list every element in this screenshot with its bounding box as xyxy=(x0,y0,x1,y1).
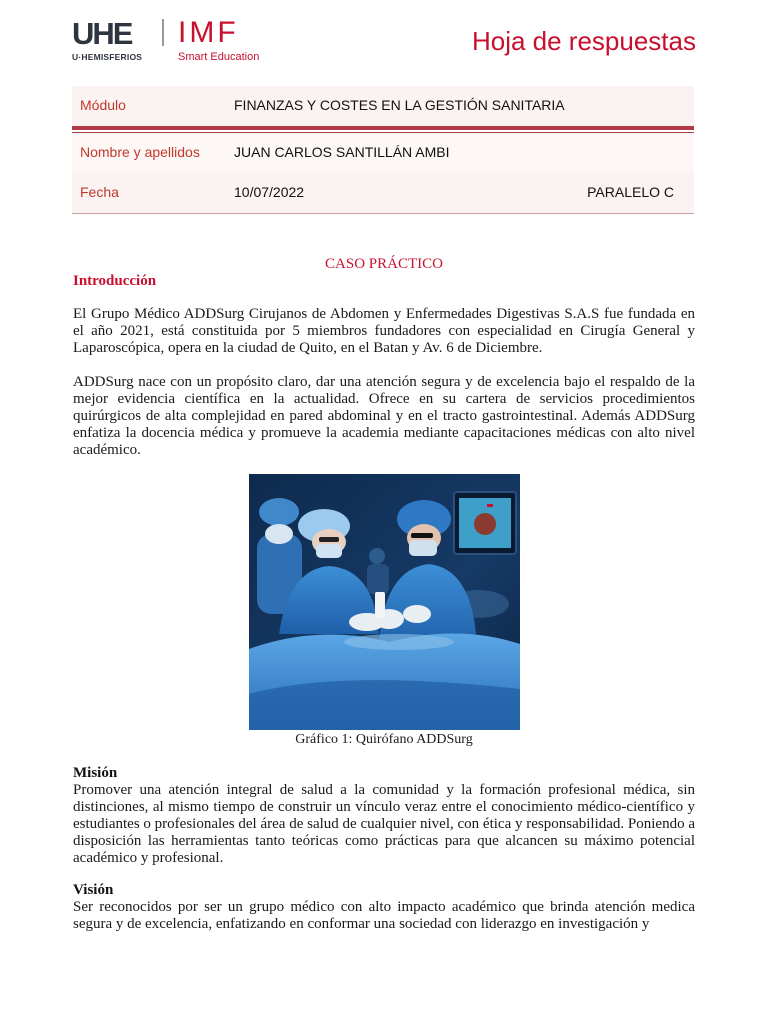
imf-logo-subtitle: Smart Education xyxy=(178,51,260,63)
imf-logo xyxy=(178,17,259,63)
vision-paragraph: Ser reconocidos por ser un grupo médico con alto impacto académico que brinda atención medica segura y de excelencia, enfatizando en conformar una sociedad con liderazgo en investigación y xyxy=(73,899,695,932)
uhe-logo-subtitle: U·HEMISFERIOS xyxy=(72,52,143,62)
intro-heading: Introducción xyxy=(73,273,157,289)
fecha-value: 10/07/2022 xyxy=(234,184,305,200)
fecha-row xyxy=(72,173,694,213)
uhe-logo xyxy=(72,18,142,62)
document-title: Hoja de respuestas xyxy=(471,26,696,56)
operating-room-photo xyxy=(249,474,520,730)
mision-heading: Misión xyxy=(73,765,118,781)
logo-divider xyxy=(162,19,164,46)
modulo-label: Módulo xyxy=(80,97,126,113)
fecha-label: Fecha xyxy=(80,184,119,200)
vision-heading: Visión xyxy=(73,882,114,898)
paralelo-value: PARALELO C xyxy=(587,184,674,200)
uhe-logo-mark: UHE xyxy=(72,16,132,51)
figure-caption: Gráfico 1: Quirófano ADDSurg xyxy=(295,732,473,747)
intro-paragraph-1: El Grupo Médico ADDSurg Cirujanos de Abdomen y Enfermedades Digestivas S.A.S fue fundada en el año 2021, está constituida por 5 miembros fundadores con especialidad en Cirugía General y Laparoscópica, opera en la ciudad de Quito, en el Batan y Av. 6 de Diciembre. xyxy=(73,306,695,356)
caso-practico-title: CASO PRÁCTICO xyxy=(325,256,443,272)
table-bottom-rule xyxy=(72,213,694,214)
modulo-value: FINANZAS Y COSTES EN LA GESTIÓN SANITARIA xyxy=(234,97,565,113)
nombre-row xyxy=(72,133,694,173)
nombre-value: JUAN CARLOS SANTILLÁN AMBI xyxy=(234,144,450,160)
nombre-label: Nombre y apellidos xyxy=(80,144,200,160)
mision-paragraph: Promover una atención integral de salud a la comunidad y la formación profesional médica, sin distinciones, al mismo tiempo de construir un vínculo veraz entre el conocimiento médico-científico y estudiantes o profesionales del área de salud de cualquier nivel, con ética y responsabilidad. Poniendo a disposición las herramientas tanto teóricas como prácticas para que alcancen su máximo potencial académico y profesional. xyxy=(73,782,695,866)
modulo-row xyxy=(72,86,694,126)
info-table xyxy=(72,86,694,214)
intro-paragraph-2: ADDSurg nace con un propósito claro, dar una atención segura y de excelencia bajo el respaldo de la mejor evidencia científica en la actualidad. Ofrece en su cartera de servicios procedimientos quirúrgicos de alta complejidad en pared abdominal y en el tracto gastrointestinal. Además ADDSurg enfatiza la docencia médica y promueve la academia mediante capacitaciones médicas con alto nivel académico. xyxy=(73,374,695,458)
imf-logo-mark: IMF xyxy=(178,16,239,49)
